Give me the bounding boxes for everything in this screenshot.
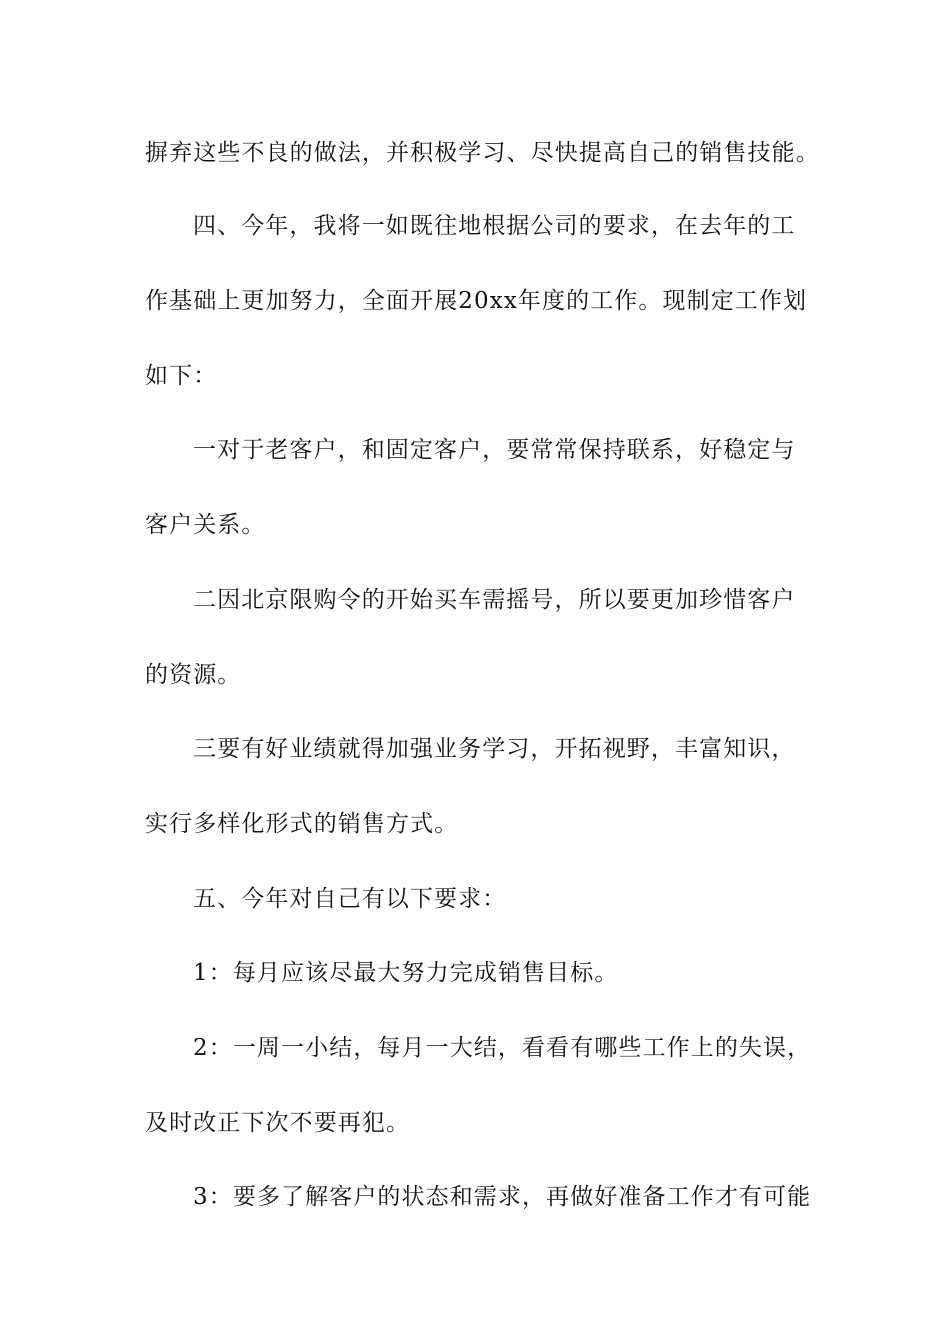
paragraph-line: 如下： (145, 363, 218, 389)
paragraph-line: 三要有好业绩就得加强业务学习，开拓视野，丰富知识， (193, 736, 796, 762)
paragraph-line: 摒弃这些不良的做法，并积极学习、尽快提高自己的销售技能。 (145, 140, 820, 166)
paragraph-line: 3：要多了解客户的状态和需求，再做好准备工作才有可能 (193, 1184, 812, 1210)
paragraph-line: 作基础上更加努力，全面开展20xx年度的工作。现制定工作划 (145, 288, 808, 314)
paragraph-line: 实行多样化形式的销售方式。 (145, 811, 459, 837)
paragraph-line: 客户关系。 (145, 512, 266, 538)
paragraph-line: 一对于老客户，和固定客户，要常常保持联系，好稳定与 (193, 437, 796, 463)
paragraph-line: 及时改正下次不要再犯。 (145, 1110, 411, 1136)
paragraph-line: 五、今年对自己有以下要求： (193, 886, 507, 912)
paragraph-line: 二因北京限购令的开始买车需摇号，所以要更加珍惜客户 (193, 587, 796, 613)
paragraph-line: 的资源。 (145, 662, 242, 688)
paragraph-line: 2：一周一小结，每月一大结，看看有哪些工作上的失误， (193, 1035, 812, 1061)
paragraph-line: 四、今年，我将一如既往地根据公司的要求，在去年的工 (193, 213, 796, 239)
paragraph-line: 1：每月应该尽最大努力完成销售目标。 (193, 960, 619, 986)
